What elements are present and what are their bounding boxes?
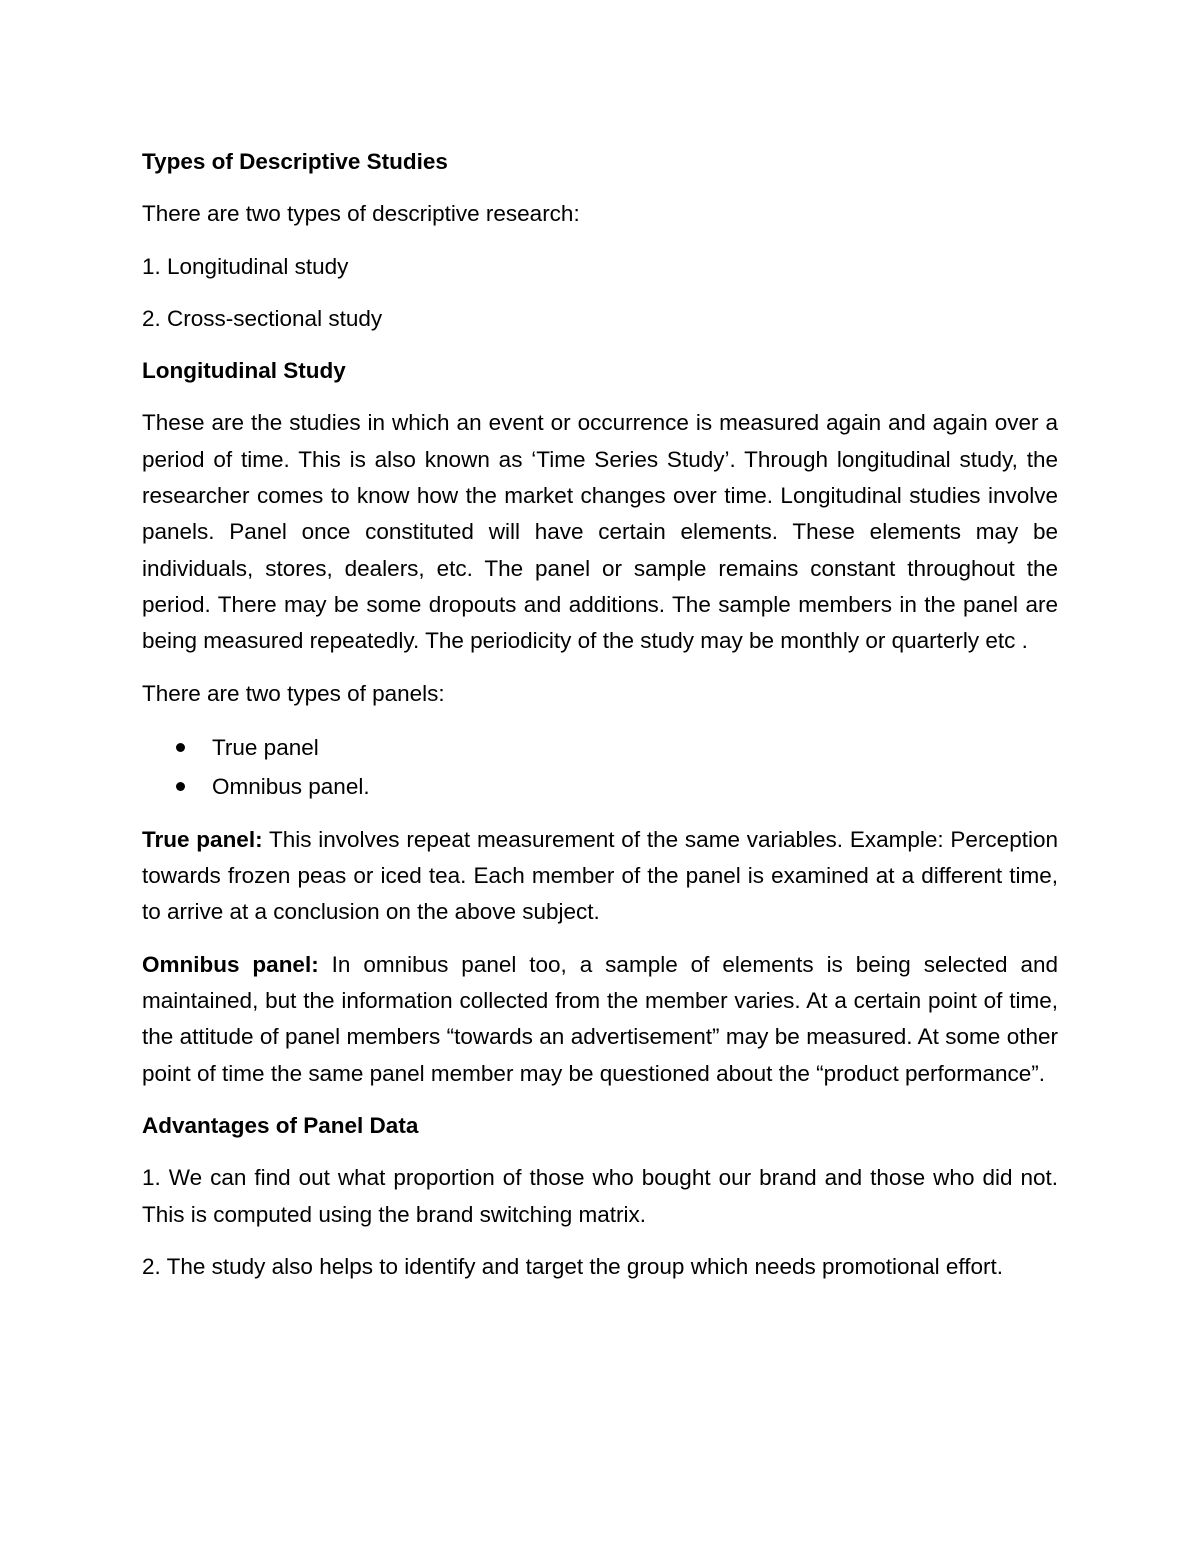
types-item-1: 1. Longitudinal study bbox=[142, 253, 349, 279]
panels-intro: There are two types of panels: bbox=[142, 680, 445, 706]
longitudinal-body: These are the studies in which an event or occurrence is measured again and again over a period of time. This is also known as ‘Time Series Study’. Through longitudinal study, the researcher comes to know how the market changes over time. Longitudinal studies involve panels. Panel once constituted will have certain elements. These elements may be individuals, stores, dealers, etc. The panel or sample remains constant throughout the period. There may be some dropouts and additions. The sample members in the panel are being measured repeatedly. The periodicity of the study may be monthly or quarterly etc . bbox=[142, 410, 1058, 654]
panel-list bbox=[142, 728, 1058, 806]
types-heading: Types of Descriptive Studies bbox=[142, 149, 448, 174]
advantage-1: 1. We can find out what proportion of those who bought our brand and those who did not. This is computed using the brand switching matrix. bbox=[142, 1165, 1058, 1227]
list-item-label: True panel bbox=[212, 734, 319, 760]
bullet-icon bbox=[176, 743, 185, 752]
advantage-2: 2. The study also helps to identify and target the group which needs promotional effort. bbox=[142, 1253, 1003, 1279]
types-intro: There are two types of descriptive research: bbox=[142, 201, 580, 227]
bullet-icon bbox=[176, 782, 185, 791]
longitudinal-heading: Longitudinal Study bbox=[142, 358, 346, 384]
true-panel-body: This involves repeat measurement of the same variables. Example: Perception towards frozen peas or iced tea. Each member of the panel is examined at a different time, to arrive at a conclusion on the above subject. bbox=[142, 826, 1058, 925]
advantages-heading: Advantages of Panel Data bbox=[142, 1112, 419, 1138]
omnibus-panel-body: In omnibus panel too, a sample of elements is being selected and maintained, but the information collected from the member varies. At a certain point of time, the attitude of panel members “towards an advertisement” may be measured. At some other point of time the same panel member may be questioned about the “product performance”. bbox=[142, 951, 1058, 1086]
omnibus-panel-label: Omnibus panel: bbox=[142, 951, 319, 977]
document-page bbox=[142, 144, 1058, 1301]
list-item bbox=[142, 728, 1058, 767]
list-item bbox=[142, 767, 1058, 806]
omnibus-panel-paragraph bbox=[142, 947, 1058, 1092]
true-panel-label: True panel: bbox=[142, 826, 263, 852]
true-panel-paragraph bbox=[142, 822, 1058, 931]
types-item-2: 2. Cross-sectional study bbox=[142, 305, 383, 331]
list-item-label: Omnibus panel. bbox=[212, 773, 370, 799]
